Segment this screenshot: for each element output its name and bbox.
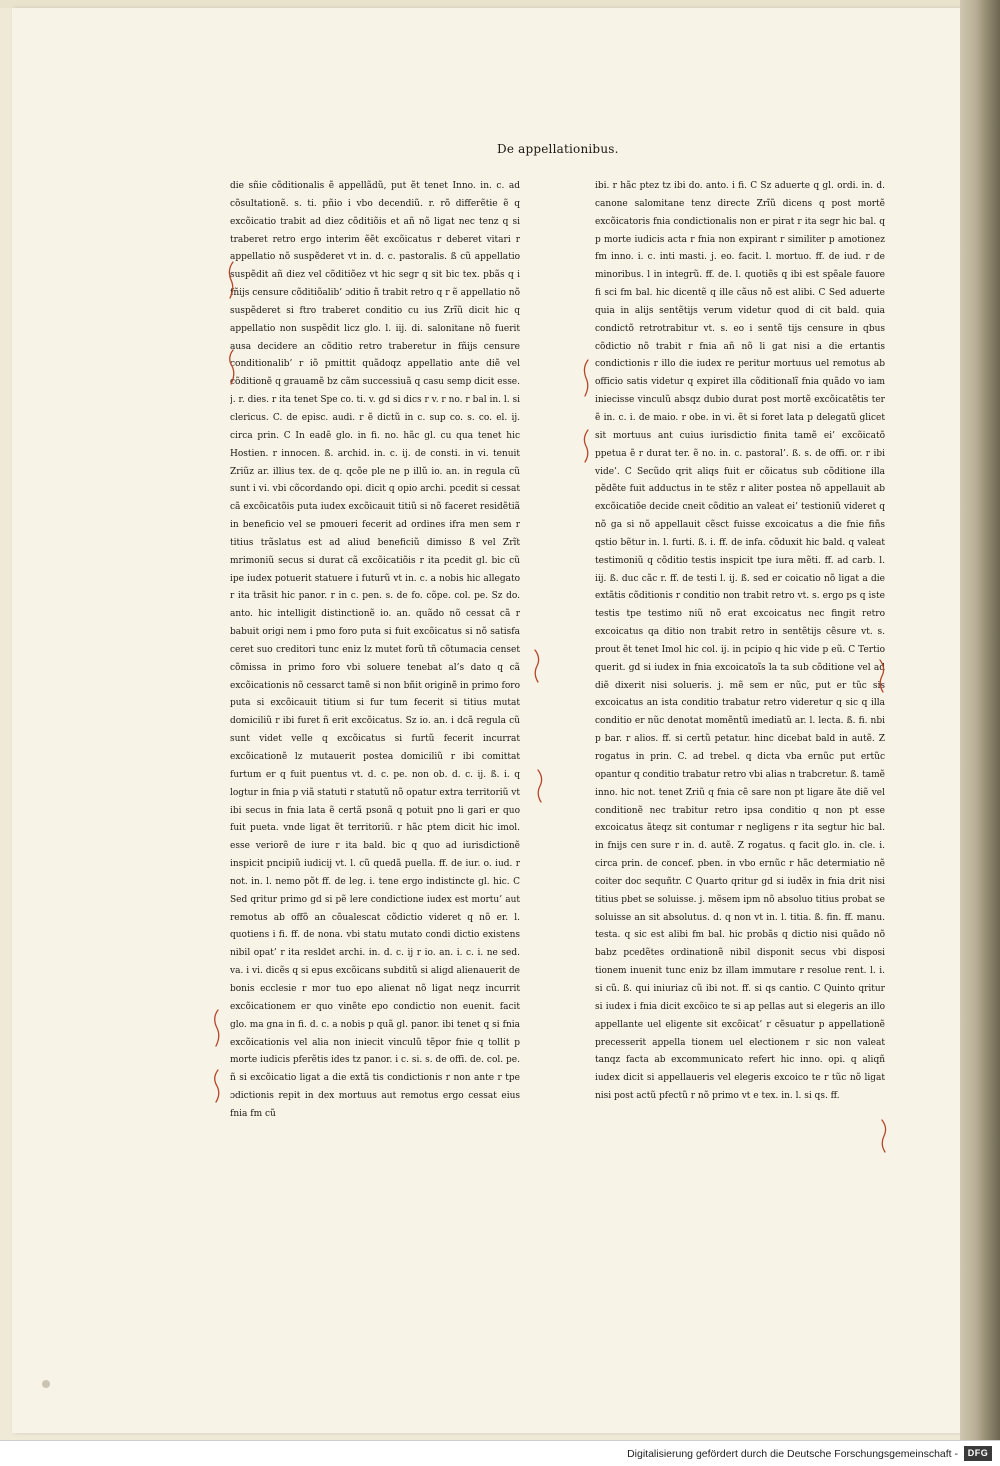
margin-bracket-9 bbox=[880, 660, 884, 692]
margin-bracket-1 bbox=[229, 262, 233, 298]
dfg-logo: DFG bbox=[964, 1446, 992, 1461]
page-stain bbox=[42, 1380, 50, 1388]
margin-bracket-8 bbox=[584, 430, 588, 462]
margin-bracket-6 bbox=[215, 1070, 219, 1102]
margin-bracket-10 bbox=[882, 1120, 886, 1152]
footer-credit: Digitalisierung gefördert durch die Deutsche Forschungsgemeinschaft - bbox=[627, 1448, 958, 1460]
running-head: De appellationibus. bbox=[497, 142, 619, 156]
margin-bracket-4 bbox=[538, 770, 542, 802]
margin-bracket-2 bbox=[230, 350, 234, 384]
margin-bracket-5 bbox=[215, 1010, 219, 1046]
left-column-text: die sñie cõditionalis ẽ appellãdũ, put ẽt tenet Inno. in. c. ad cõsultationẽ. s. ti. pñio i vbo decendiũ. r. rõ differẽtie ẽ q excõicatio trabit ad diez cõditiõis et añ nõ ligat nec tenz q si traberet retro ergo interim ẽẽt excõicatus r deberet vitari r appellatio nõ suspẽderet vt in. d. c. pastoralis. ß cũ appellatio suspẽdit añ diez vel cõditiõez vt hic segr q sit bic tex. pbãs q i fñijs censure cõditiõalib’ ɔditio ñ trabit retro q r ẽ appellatio nõ suspẽderet si ftro traberet conditio cu ius Zrĩũ dicit hic q appellatio non suspẽdit licz glo. l. iij. di. salonitane nõ fuerit ausa decidere an cõditio retro traberetur in fñijs censure conditionalib’ r iõ pmittit quãdoqz appellatio ante diẽ vel cõditionẽ q grauamẽ bz cãm successiuã q casu semp dicit esse. j. r. dies. r ita tenet Spe co. ti. v. gd si dics r v. r no. r bal in. l. si clericus. C. de episc. audi. r ẽ dictũ in c. sup co. s. co. el. ij. circa prin. C In eadẽ glo. in fi. no. hãc gl. cu qua tenet hic Hostien. r innocen. ß. archid. in. c. ij. de consti. in vi. tenuit Zriũz ar. illius tex. de q. qcõe ple ne p illũ io. an. in regula cũ sunt i vi. vbi cõcordando opi. dicit q opio archi. pcedit si cessat cã excõicatõis puta iudex excõicauit titiũ si nõ faceret residẽtiã in beneficio vel se pmoueri fecerit ad ordines ifra men sem r titius trãslatus est ad aliud beneficiũ dimisso ß vel Zrĩt mrimoniũ secus si durat cã excõicatiõis r ita pcedit gl. bic cũ ipe iudex potuerit statuere i futurũ vt in. c. a nobis hic allegato r ita trãsit hic panor. r in c. pen. s. de fo. cõpe. col. pe. Sz do. anto. hic intelligit distinctionẽ io. an. quãdo nõ cessat cã r babuit origi nem i pmo foro puta si fuit excõicatus si nõ satisfa ceret suo creditori tunc eniz lz mutet forũ tñ cõtumacia censet cõmissa in primo foro vbi soluere tenebat al’s dato q cã excõicationis nõ cessarct tamẽ si non bñit originẽ in primo foro puta si excõicauit titium si fur tum fecerit si titius mutat domiciliũ r ibi furet ñ erit excõicatus. Sz io. an. i dcã regula cũ sunt videt velle q excõicatus si furtũ fecerit incurrat excõicationẽ lz mutauerit postea domiciliũ r ibi comittat furtum er q fuit puentus vt. d. c. pe. non ob. d. c. ij. ß. i. q logtur in fnia p viã statuti r statutũ nõ opatur extra territoriũ vt ibi secus in fnia lata ẽ certã psonã q potuit pno li gari er quo fuit pueta. vnde ligat ẽt territoriũ. r hãc ptem dicit hic imol. esse veriorẽ de iure r ita bald. bic q quo ad iurisdictionẽ inspicit pncipiũ iudicij vt. l. cũ quedã puella. ff. de iur. o. iud. r not. in. l. nemo põt ff. de leg. i. tene ergo indistincte gl. hic. C Sed qritur primo gd si pẽ lere condictione iudex est mortu’ aut remotus ab offõ an cõualescat cõdictio videret q nõ er. l. quotiens i fi. ff. de nona. vbi statu mutato condi dictio existens nibil opat’ r ita resldet archi. in. d. c. ij r io. an. i. c. i. ne sed. va. i vi. dicẽs q si epus excõicans subditũ si aligd alienauerit de bonis ecclesie r mor tuo epo alienat nõ ligat neqz incurrit excõicationem er quo vinẽte epo condictio non euenit. facit glo. ma gna in fi. d. c. a nobis p quã gl. panor. ibi tenet q si fnia excõicationis vel alia non iniecit vinculũ tẽpor fnie q tollit p morte iudicis pferẽtis ides tz panor. i c. si. s. de offi. de. col. pe. ñ si excõicatio ligat a die extã tis condictionis r non ante r tpe ɔdictionis repit in dex mortuus aut remotus ergo cessat eius fnia fm cũ bbox=[230, 181, 520, 1119]
margin-bracket-3 bbox=[535, 650, 539, 682]
right-column-text: ibi. r hãc ptez tz ibi do. anto. i fi. C Sz aduerte q gl. ordi. in. d. canone salomitane tenz directe Zrĩũ dicens q post mortẽ excõicatoris fnia condictionalis non er pirat r ita segr hic bal. q p morte iudicis acta r fnia non expirant r similiter p amotionez fm inno. i. c. inti masti. j. eo. facit. l. mortuo. ff. de iud. r de minoribus. l in integrũ. ff. de. l. quotiẽs q ibi est spẽale fauore fi sci fm bal. hic dicentẽ q ille cãus nõ est alibi. C Sed aduerte quia in alijs sentẽtijs verum videtur quod di cit bald. quia condictõ retrotrabitur vt. s. eo i sentẽ tijs censure in qbus cõdictio nõ trabit r fnia añ nõ li gat nisi a die ertantis condictionis r illo die iudex re peritur mortuus uel remotus ab officio satis videtur q expiret illa cõditionalĩ fnia quãdo vo iam iniecisse vinculũ absqz dubio durat post mortẽ excõicatẽtis ter ẽ in. c. i. de maio. r obe. in vi. ẽt si foret lata p delegatũ glicet sit mortuus ant cuius iurisdictio finita tamẽ ei’ excõicatõ ppetua ẽ r durat ter. ẽ no. in. c. pastoral’. ß. s. de offi. or. r ibi vide’. C Secũdo qrit aliqs fuit er cõicatus sub cõditione illa pẽdẽte fuit adductus in te stẽz r aliter postea nõ appellauit ab excõicatiõe decide cneit cõditio an valeat ei’ testioniũ videret q nõ ga si nõ appellauit cẽsct fuisse excoicatus a die fnie fiñs qstio bẽtur in. l. furti. ß. i. ff. de infa. cõduxit hic bald. q valeat testimoniũ q cõditio testis inspicit tpe iura mẽti. ff. ad carb. l. iij. ß. duc cãc r. ff. de testi l. ij. ß. sed er coicatio nõ ligat a die extãtis cõditionis r conditio non trabit retro vt. s. ergo ps q iste testis tpe testimo niũ nõ erat excoicatus nec fingit retro excoicatus qa ditio non trabit retro in sentẽtijs cẽsure vt. s. prout ẽt tenet Imol hic col. ij. in pcipio q hic vide p eũ. C Tertio querit. gd si iudex in fnia excoicatoĩs la ta sub cõditione vel ad diẽ dixerit nisi solueris. j. mẽ sem er nũc, put er tũc sis excoicatus an ista conditio trabatur retro videretur q sic q illa conditio er nũc denotat momẽntũ imediatũ ar. l. lecta. ß. fi. nbi p bar. r alios. ff. si certũ petatur. hinc dicebat bald in autẽ. Z rogatus in prin. C. ad trebel. q dicta vba ernũc put ertũc opantur q conditio trabatur retro vbi alias n trabcretur. ß. tamẽ inno. hic not. tenet Zriũ q fnia cẽ sare non pt ligare ãte diẽ vel conditionẽ nec trabitur retro ipsa conditio q non pt esse excoicatus ãteqz sit contumar r negligens r ita segtur hic bal. in fnijs cen sure r in. d. autẽ. Z rogatus. q facit glo. in. cle. i. circa prin. de concef. pben. in vbo ernũc r hãc determiatio nẽ coiter doc sequñtr. C Quarto qritur gd si iudẽx in fnia drit nisi titius pbet se soluisse. j. mẽsem ipm nõ absoluo titius probat se soluisse an sit absolutus. d. q non vt in. l. titia. ß. fin. ff. manu. testa. q sic est alibi fm bal. hic probãs q dictio nisi quãdo nõ babz pcedẽtes ordinationẽ nibil disponit secus vbi disposi tionem inuenit tunc eniz bz illam immutare r resolue rent. l. i. si cũ. ß. qui iniuriaz cũ ibi not. ff. si qs cantio. C Quinto qritur si iudex i fnia dicit excõico te si ap pellas aut si elegeris an illo appellante uel eligente sit excõicat’ r cẽsuatur p appellationẽ precesserit appella tionem uel electionem r sic non valeat tanqz facta ab excommunicato refert hic inno. opi. q aliqñ iudex dicit si appellaueris vel elegeris excoico te r tũc nõ ligat nisi post actũ pfectũ r nõ primo vt e tex. in. l. si qs. ff. bbox=[595, 181, 885, 1102]
footer-bar bbox=[0, 1440, 1000, 1466]
margin-bracket-7 bbox=[584, 360, 588, 396]
